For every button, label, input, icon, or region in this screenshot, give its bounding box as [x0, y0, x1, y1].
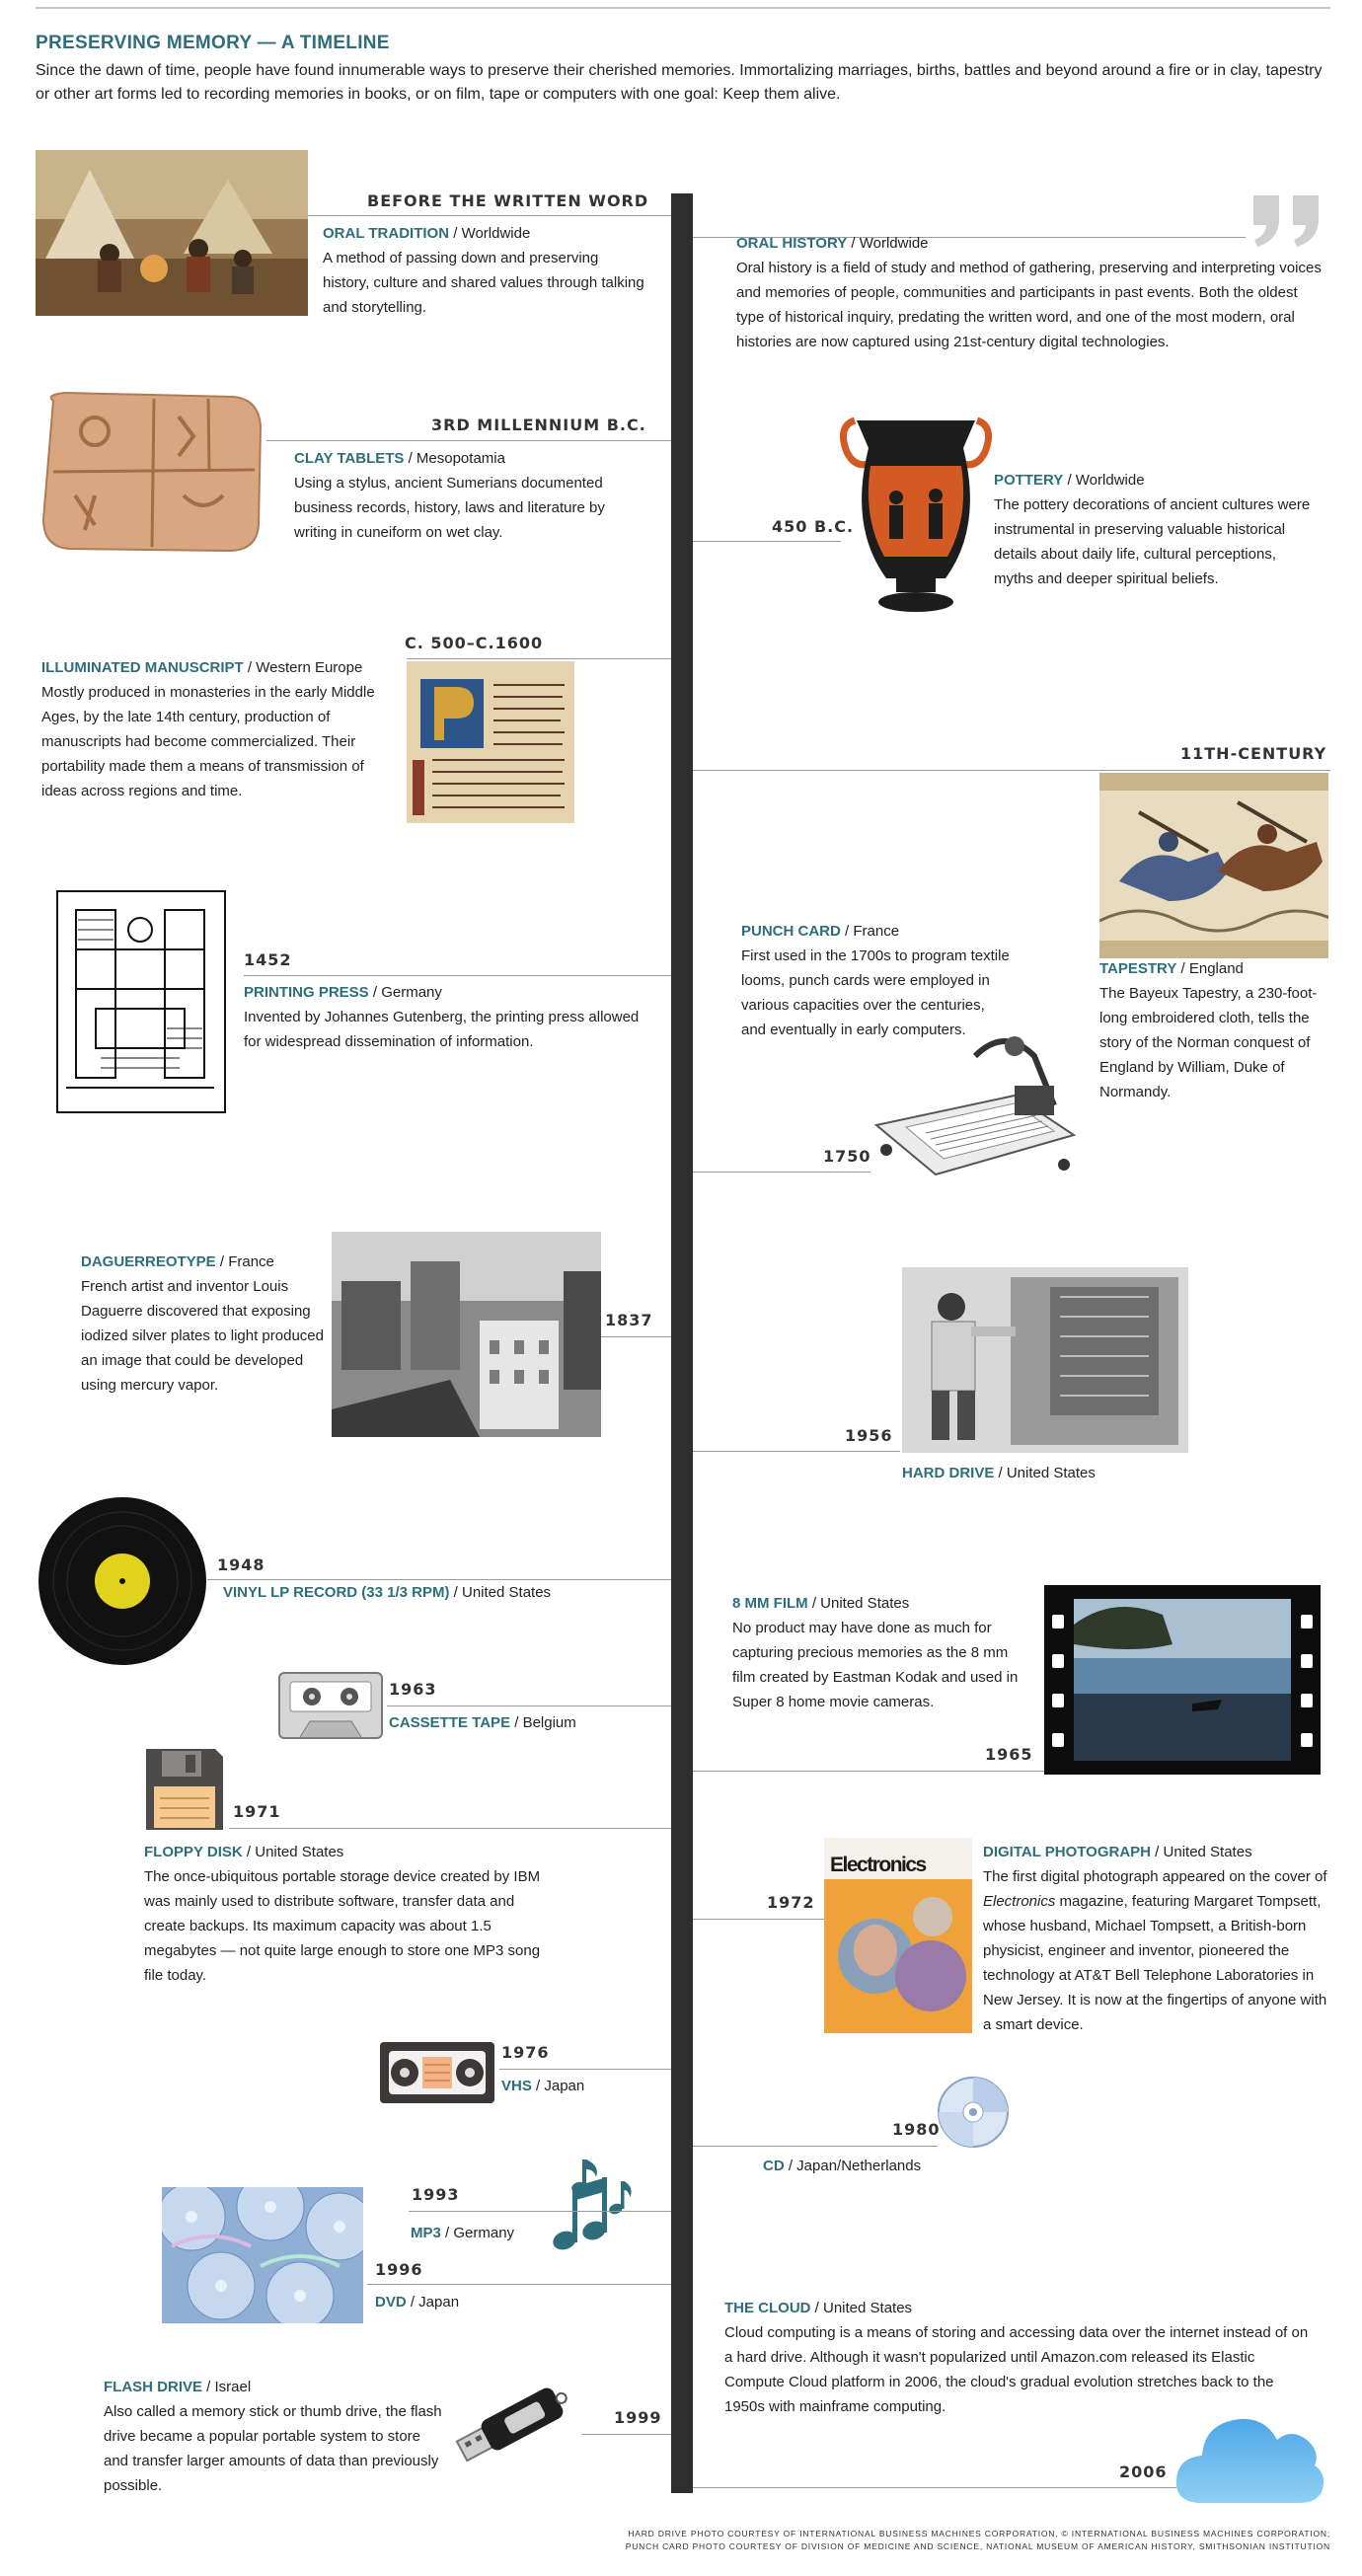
entry-title: DVD [375, 2294, 407, 2311]
flash-drive-icon [448, 2383, 582, 2467]
entry-title: DIGITAL PHOTOGRAPH [983, 1844, 1152, 1860]
manuscript-rule [407, 658, 671, 659]
date-1837: 1837 [605, 1311, 653, 1329]
entry-location: / United States [807, 1595, 910, 1612]
dvd-rule [367, 2284, 671, 2285]
entry-location: / England [1176, 960, 1244, 977]
entry-location: / Germany [440, 2225, 515, 2241]
entry-title: PRINTING PRESS [244, 984, 369, 1001]
entry-floppy [144, 1840, 559, 1988]
entry-flash-drive [104, 2375, 449, 2498]
entry-hard-drive [902, 1461, 1198, 1485]
punch-card-machine-image [867, 1017, 1084, 1180]
film-rule [693, 1771, 1044, 1772]
floppy-rule [229, 1828, 671, 1829]
entry-location: / Germany [368, 984, 442, 1001]
entry-8mm-film [732, 1591, 1033, 1714]
hard-drive-photo [902, 1267, 1188, 1453]
tapestry-rule [693, 770, 1330, 771]
page-title: PRESERVING MEMORY — A TIMELINE [36, 33, 390, 53]
date-1971: 1971 [233, 1802, 281, 1821]
entry-location: / United States [242, 1844, 344, 1860]
cd-rule [693, 2146, 938, 2147]
entry-vhs [501, 2074, 659, 2098]
cassette-rule [387, 1705, 671, 1706]
entry-body: The pottery decorations of ancient cultures were instrumental in preserving valuable historical details about daily life, cultural perceptions, myths and deeper spiritual beliefs. [994, 496, 1311, 587]
daguerreotype-rule [601, 1336, 671, 1337]
cloud-icon [1173, 2400, 1326, 2507]
electronics-magazine-cover [824, 1838, 972, 2033]
entry-title: CLAY TABLETS [294, 450, 405, 467]
entry-title: THE CLOUD [724, 2300, 811, 2316]
entry-location: / France [215, 1253, 274, 1270]
credit-line-1: HARD DRIVE PHOTO COURTESY OF INTERNATIONAL BUSINESS MACHINES CORPORATION, © INTERNATIONAL BUSINESS MACHINES CORPORATION; [628, 2529, 1330, 2538]
date-1956: 1956 [845, 1426, 893, 1445]
era-11th-century: 11TH-CENTURY [1180, 744, 1327, 763]
clay-tablet-image [36, 387, 266, 557]
entry-title: DAGUERREOTYPE [81, 1253, 216, 1270]
vhs-tape-icon [379, 2041, 495, 2104]
entry-location: / Japan [406, 2294, 460, 2311]
entry-title: FLOPPY DISK [144, 1844, 243, 1860]
entry-title: ORAL HISTORY [736, 235, 848, 252]
entry-location: / United States [994, 1465, 1096, 1481]
entry-mp3 [411, 2221, 608, 2245]
entry-title: ILLUMINATED MANUSCRIPT [41, 659, 244, 676]
entry-location: / Japan [531, 2078, 585, 2094]
entry-location: / France [840, 923, 900, 940]
entry-title: TAPESTRY [1099, 960, 1177, 977]
date-2006: 2006 [1119, 2462, 1168, 2481]
magazine-masthead: Electronics [830, 1854, 926, 1876]
cloud-rule [693, 2487, 1176, 2488]
entry-body: First used in the 1700s to program textile looms, punch cards were employed in various capacities over the centuries, and eventually in early computers. [741, 947, 1010, 1038]
timeline-spine [671, 193, 693, 2493]
entry-title: CD [763, 2158, 785, 2174]
entry-cassette [389, 1710, 655, 1735]
entry-title: CASSETTE TAPE [389, 1714, 511, 1731]
date-1993: 1993 [412, 2185, 460, 2204]
entry-pottery [994, 468, 1315, 591]
entry-digital-photo [983, 1840, 1333, 2037]
entry-clay-tablets [294, 446, 640, 545]
entry-body-continued: magazine, featuring Margaret Tompsett, whose husband, Michael Tompsett, a British-born physicist, engineer and inventor, pioneered the technology at AT&T Bell Telephone Laboratories in New Jersey. It is now at the fingertips of anyone with a smart device. [983, 1893, 1327, 2033]
oral-tradition-painting [36, 150, 308, 316]
entry-tapestry [1099, 956, 1331, 1104]
punch-card-rule [693, 1172, 870, 1173]
entry-title: VHS [501, 2078, 532, 2094]
entry-location: / Worldwide [449, 225, 531, 242]
entry-title: ORAL TRADITION [323, 225, 450, 242]
entry-body: Also called a memory stick or thumb drive, the flash drive became a popular portable system to store and transfer larger amounts of data than previously possible. [104, 2403, 442, 2494]
entry-oral-history [736, 231, 1324, 354]
flash-drive-rule [582, 2434, 671, 2435]
printing-press-woodcut [56, 890, 226, 1113]
entry-location: / Japan/Netherlands [784, 2158, 922, 2174]
top-rule [36, 7, 1330, 9]
entry-location: / Worldwide [1063, 472, 1145, 489]
hard-drive-rule [693, 1451, 900, 1452]
entry-title: HARD DRIVE [902, 1465, 995, 1481]
era-3rd-millennium: 3RD MILLENNIUM B.C. [431, 416, 646, 434]
entry-body: Oral history is a field of study and method of gathering, preserving and interpreting voices and memories of people, communities and participants in past events. Both the oldest type of historical inquiry, predating the written word, and one of the most modern, oral histories are now captured using 21st-century digital technologies. [736, 260, 1322, 350]
date-1452: 1452 [244, 950, 292, 969]
film-strip-image [1044, 1585, 1321, 1775]
entry-body: The once-ubiquitous portable storage device created by IBM was mainly used to distribute software, transfer data and create backups. Its maximum capacity was about 1.5 megabytes — not quite large enough to store one MP3 song file today. [144, 1868, 541, 1984]
bayeux-tapestry-image [1099, 773, 1328, 958]
entry-title: FLASH DRIVE [104, 2379, 203, 2395]
entry-cd [763, 2154, 1020, 2178]
vhs-rule [499, 2069, 671, 2070]
entry-location: / Mesopotamia [404, 450, 505, 467]
entry-body: Invented by Johannes Gutenberg, the printing press allowed for widespread dissemination of information. [244, 1009, 640, 1050]
entry-location: / United States [449, 1584, 552, 1601]
date-450bc: 450 B.C. [772, 517, 855, 536]
daguerreotype-image [332, 1232, 601, 1437]
entry-body: A method of passing down and preserving history, culture and shared values through talking and storytelling. [323, 250, 644, 316]
entry-body-emphasis: Electronics [983, 1893, 1056, 1910]
credit-line-2: PUNCH CARD PHOTO COURTESY OF DIVISION OF MEDICINE AND SCIENCE, NATIONAL MUSEUM OF AMERICAN HISTORY, SMITHSONIAN INSTITUTION [625, 2541, 1330, 2551]
cd-disc-icon [936, 2075, 1011, 2150]
oral-tradition-rule [308, 215, 671, 216]
entry-body: The Bayeux Tapestry, a 230-foot-long embroidered cloth, tells the story of the Norman conquest of England by William, Duke of Normandy. [1099, 985, 1318, 1100]
digital-photo-rule [693, 1919, 824, 1920]
entry-manuscript [41, 655, 397, 803]
entry-title: PUNCH CARD [741, 923, 841, 940]
entry-body: Cloud computing is a means of storing and accessing data over the internet instead of on a hard drive. Although it wasn't popularized until Amazon.com released its Elastic Compute Cloud platform in 2006, the cloud's gradual evolution stretches back to the 1950s with mainframe computing. [724, 2324, 1309, 2415]
era-before-written-word: BEFORE THE WRITTEN WORD [367, 191, 649, 210]
entry-oral-tradition [323, 221, 648, 320]
entry-body: No product may have done as much for capturing precious memories as the 8 mm film created by Eastman Kodak and used in Super 8 home movie cameras. [732, 1620, 1019, 1710]
entry-title: POTTERY [994, 472, 1064, 489]
entry-body: The first digital photograph appeared on the cover of [983, 1868, 1327, 1885]
photo-credits [626, 2528, 1330, 2553]
floppy-disk-icon [144, 1747, 225, 1832]
entry-title: VINYL LP RECORD (33 1/3 RPM) [223, 1584, 450, 1601]
vinyl-record-icon [38, 1496, 207, 1666]
entry-dvd [375, 2290, 572, 2314]
entry-title: 8 MM FILM [732, 1595, 808, 1612]
greek-vase-image [835, 409, 997, 618]
entry-vinyl [223, 1580, 657, 1605]
entry-body: French artist and inventor Louis Daguerre discovered that exposing iodized silver plates to light produced an image that could be developed using mercury vapor. [81, 1278, 324, 1394]
date-1976: 1976 [501, 2043, 550, 2062]
manuscript-image [407, 661, 574, 823]
entry-location: / Belgium [510, 1714, 576, 1731]
printing-press-rule [244, 975, 671, 976]
entry-location: / Western Europe [243, 659, 363, 676]
entry-location: / Worldwide [847, 235, 929, 252]
mp3-rule [409, 2211, 671, 2212]
date-1999: 1999 [614, 2408, 662, 2427]
date-1980: 1980 [892, 2120, 941, 2139]
intro-paragraph: Since the dawn of time, people have found innumerable ways to preserve their cherished memories. Immortalizing marriages, births, battles and beyond around a fire or in clay, tapestry or other art forms led to recording memories in books, or on film, tape or computers with one goal: Keep them alive. [36, 62, 1323, 103]
entry-location: / Israel [202, 2379, 252, 2395]
era-c500: C. 500–C.1600 [405, 634, 544, 652]
date-1963: 1963 [389, 1680, 437, 1699]
entry-daguerreotype [81, 1250, 330, 1398]
date-1965: 1965 [985, 1745, 1033, 1764]
pottery-rule [693, 541, 841, 542]
dvd-discs-image [162, 2187, 363, 2323]
date-1972: 1972 [767, 1893, 815, 1912]
cassette-tape-icon [278, 1672, 383, 1739]
clay-tablets-rule [266, 440, 671, 441]
date-1750: 1750 [823, 1147, 871, 1166]
entry-printing-press [244, 980, 658, 1054]
entry-body: Mostly produced in monasteries in the early Middle Ages, by the late 14th century, production of manuscripts had become commercialized. Their portability made them a means of transmission of ideas across regions and time. [41, 684, 375, 799]
date-1996: 1996 [375, 2260, 423, 2279]
entry-location: / United States [1151, 1844, 1252, 1860]
entry-body: Using a stylus, ancient Sumerians documented business records, history, laws and literature by writing in cuneiform on wet clay. [294, 475, 605, 541]
entry-location: / United States [810, 2300, 913, 2316]
date-1948: 1948 [217, 1555, 265, 1574]
entry-title: MP3 [411, 2225, 441, 2241]
